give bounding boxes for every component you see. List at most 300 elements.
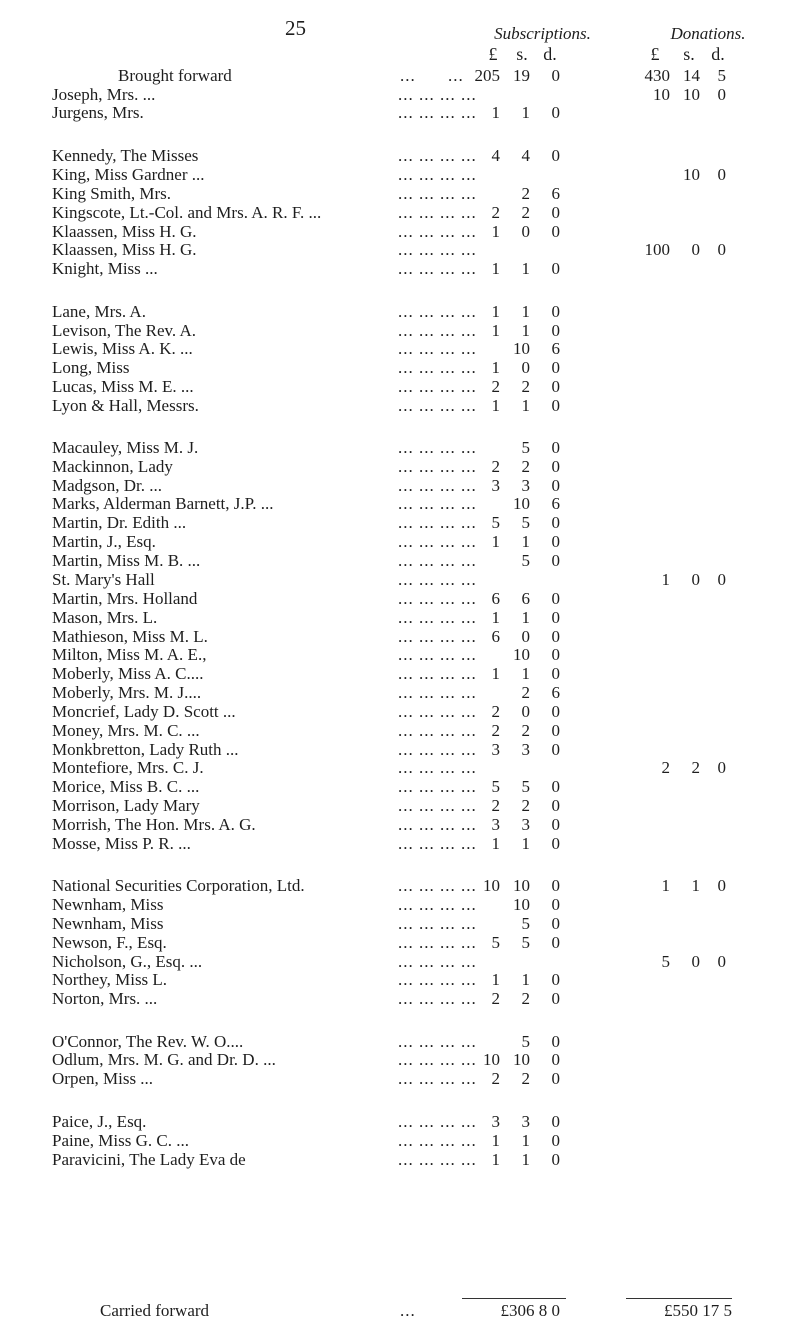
dot-leader: ... ... ... ... [398,146,477,165]
entry-row [0,645,800,665]
entry-name: Lucas, Miss M. E. ... [52,377,194,396]
entry-name: Martin, J., Esq. [52,532,156,551]
sub-pound-header: £ [488,44,498,64]
dot-leader: ... ... ... ... [398,494,477,513]
entry-row [0,1069,800,1089]
sub-pence: 0 [551,103,560,122]
sub-pounds: 3 [491,740,500,759]
entry-row [0,627,800,647]
sub-pence: 0 [551,645,560,664]
dot-leader: ... ... ... ... [398,608,477,627]
sub-shillings: 1 [521,103,530,122]
entry-row [0,103,800,123]
entry-row [0,895,800,915]
sub-shilling-header: s. [516,44,528,64]
dot-leader: ... ... ... ... [398,438,477,457]
dot-leader: ... ... ... ... [398,1032,477,1051]
entry-name: National Securities Corporation, Ltd. [52,876,305,895]
sub-shillings: 1 [521,1131,530,1150]
dot-leader: ... ... ... ... [398,321,477,340]
entry-name: Martin, Mrs. Holland [52,589,198,608]
entry-row [0,815,800,835]
entry-name: Joseph, Mrs. ... [52,85,156,104]
sub-pounds: 10 [483,876,500,895]
sub-pence: 0 [551,203,560,222]
sub-pence: 0 [551,777,560,796]
sub-shillings: 3 [521,815,530,834]
dot-leader: ... ... ... ... [398,203,477,222]
entry-name: Newnham, Miss [52,895,164,914]
sub-pence: 0 [551,589,560,608]
entry-row [0,165,800,185]
entry-name: Mathieson, Miss M. L. [52,627,208,646]
entry-row [0,796,800,816]
sub-pounds: 2 [491,796,500,815]
dot-leader: ... ... ... ... [398,165,477,184]
dot-leader: ... ... ... ... [398,758,477,777]
dot-leader: ... ... ... ... [398,740,477,759]
entry-row [0,240,800,260]
entry-row [0,1050,800,1070]
sub-pounds: 5 [491,777,500,796]
dot-leader: ... ... ... ... [398,476,477,495]
sub-pounds: 2 [491,721,500,740]
subscriptions-header: Subscriptions. [494,24,591,43]
dot-leader: ... ... ... ... [398,513,477,532]
sub-pence: 0 [551,815,560,834]
entry-row [0,702,800,722]
entry-name: Northey, Miss L. [52,970,168,989]
don-shillings: 10 [683,165,700,184]
entry-row [0,664,800,684]
sub-pence: 0 [551,664,560,683]
dot-leader: ... ... ... ... [398,702,477,721]
dot-leader: ... ... ... ... [398,777,477,796]
sub-pence: 0 [551,914,560,933]
sub-pence: 0 [551,438,560,457]
donations-total: £550 17 5 [664,1301,732,1320]
dot-leader: ... ... ... ... [398,645,477,664]
entry-name: Martin, Miss M. B. ... [52,551,201,570]
entry-row [0,683,800,703]
sub-pence: 0 [551,259,560,278]
sub-pence: 0 [551,970,560,989]
entry-name: Lyon & Hall, Messrs. [52,396,199,415]
dot-leader: ... ... ... ... [398,396,477,415]
entry-name: Mason, Mrs. L. [52,608,158,627]
sub-shillings: 5 [521,777,530,796]
entry-name: Morrison, Lady Mary [52,796,200,815]
dot-leader: ... ... ... ... [398,1069,477,1088]
entry-name: King, Miss Gardner ... [52,165,205,184]
dot-leader: ... ... ... ... [398,721,477,740]
entry-row [0,551,800,571]
sub-pence: 0 [551,222,560,241]
entry-row [0,1131,800,1151]
entry-name: Levison, The Rev. A. [52,321,197,340]
entry-name: Lane, Mrs. A. [52,302,146,321]
entry-row [0,85,800,105]
dot-leader: ... ... ... ... [398,970,477,989]
sub-pence: 0 [551,608,560,627]
sub-pounds: 1 [491,321,500,340]
sub-pence: 0 [551,146,560,165]
entry-name: Orpen, Miss ... [52,1069,154,1088]
entry-name: Knight, Miss ... [52,259,158,278]
entry-row [0,259,800,279]
sub-pounds: 1 [491,664,500,683]
dot-leader: ... ... ... ... [398,184,477,203]
entry-row [0,1112,800,1132]
entry-name: Kennedy, The Misses [52,146,199,165]
entry-name: King Smith, Mrs. [52,184,172,203]
dot-leader: ... ... ... ... [398,933,477,952]
sub-pence: 0 [551,1050,560,1069]
sub-shillings: 2 [521,683,530,702]
sub-pence: 0 [551,834,560,853]
sub-shillings: 10 [513,876,530,895]
sub-pounds: 2 [491,457,500,476]
dot-leader: ... ... ... ... [398,664,477,683]
sub-shillings: 0 [521,702,530,721]
entry-row [0,970,800,990]
entry-row [0,876,800,896]
sub-pounds: 1 [491,259,500,278]
sub-shillings: 1 [521,302,530,321]
donations-header: Donations. [670,24,746,43]
sub-pounds: 205 [474,66,500,85]
entry-name: O'Connor, The Rev. W. O.... [52,1032,244,1051]
sub-shillings: 0 [521,627,530,646]
dot-leader: ... ... ... ... [398,532,477,551]
sub-pence: 0 [551,721,560,740]
sub-pence: 0 [551,551,560,570]
don-pounds: 10 [653,85,670,104]
don-pence: 0 [717,876,726,895]
entry-name: St. Mary's Hall [52,570,155,589]
don-pounds: 2 [661,758,670,777]
dot-leader: ... ... ... ... [398,302,477,321]
sub-shillings: 2 [521,721,530,740]
dot-leader: ... ... ... ... [398,551,477,570]
don-shillings: 14 [683,66,700,85]
sub-pounds: 5 [491,513,500,532]
page-number: 25 [285,16,306,40]
sub-pounds: 1 [491,396,500,415]
entry-row [0,476,800,496]
entry-name: Jurgens, Mrs. [52,103,144,122]
sub-shillings: 1 [521,396,530,415]
sub-pounds: 1 [491,834,500,853]
don-pence: 0 [717,952,726,971]
entry-row [0,570,800,590]
sub-pounds: 1 [491,358,500,377]
carried-forward-row [0,1300,800,1322]
dot-leader: ... ... ... ... [398,85,477,104]
sub-shillings: 10 [513,494,530,513]
entry-row [0,914,800,934]
sub-pence: 0 [551,796,560,815]
sub-pence: 0 [551,702,560,721]
dot-leader: ... ... ... ... [398,240,477,259]
sub-shillings: 10 [513,339,530,358]
don-pence-header: d. [711,44,725,64]
dot-leader: ... ... ... ... [398,103,477,122]
brought-forward-label: Brought forward [118,66,232,85]
entry-name: Paravicini, The Lady Eva de [52,1150,246,1169]
don-shilling-header: s. [683,44,695,64]
dot-leader: ... ... ... ... [398,683,477,702]
entry-name: Long, Miss [52,358,130,377]
entry-name: Mackinnon, Lady [52,457,173,476]
sub-shillings: 2 [521,1069,530,1088]
dot-leader: ... ... ... ... [398,895,477,914]
entry-name: Monkbretton, Lady Ruth ... [52,740,239,759]
dot-leader: ... ... ... ... [398,815,477,834]
sub-pounds: 5 [491,933,500,952]
entry-row [0,358,800,378]
sub-pence: 0 [551,302,560,321]
entry-row [0,184,800,204]
dot-leader: ... [400,66,416,85]
sub-pence: 0 [551,876,560,895]
sub-pounds: 4 [491,146,500,165]
dot-leader: ... [448,66,464,85]
sub-pounds: 10 [483,1050,500,1069]
sub-shillings: 19 [513,66,530,85]
dot-leader: ... ... ... ... [398,377,477,396]
entry-row [0,532,800,552]
sub-pounds: 6 [491,589,500,608]
entry-row [0,457,800,477]
sub-pence: 6 [551,683,560,702]
entry-row [0,589,800,609]
don-shillings: 0 [691,240,700,259]
entry-row [0,1150,800,1170]
sub-pounds: 2 [491,702,500,721]
sub-shillings: 10 [513,645,530,664]
sub-shillings: 1 [521,834,530,853]
sub-pence: 0 [551,1131,560,1150]
entry-name: Moberly, Mrs. M. J.... [52,683,202,702]
sub-shillings: 10 [513,1050,530,1069]
sub-pence: 0 [551,377,560,396]
don-pounds: 1 [661,570,670,589]
dot-leader: ... ... ... ... [398,339,477,358]
don-pounds: 100 [644,240,670,259]
don-pound-header: £ [650,44,660,64]
don-pence: 5 [717,66,726,85]
sub-pounds: 3 [491,476,500,495]
entry-row [0,321,800,341]
entry-name: Martin, Dr. Edith ... [52,513,187,532]
sub-shillings: 4 [521,146,530,165]
dot-leader: ... ... ... ... [398,1150,477,1169]
entry-name: Paine, Miss G. C. ... [52,1131,189,1150]
entry-name: Newson, F., Esq. [52,933,167,952]
entry-row [0,989,800,1009]
entry-name: Kingscote, Lt.-Col. and Mrs. A. R. F. ... [52,203,322,222]
dot-leader: ... ... ... ... [398,1112,477,1131]
don-pence: 0 [717,85,726,104]
entry-row [0,740,800,760]
entry-name: Montefiore, Mrs. C. J. [52,758,204,777]
sub-pounds: 1 [491,1150,500,1169]
entry-name: Mosse, Miss P. R. ... [52,834,191,853]
entry-name: Morice, Miss B. C. ... [52,777,200,796]
entry-name: Moncrief, Lady D. Scott ... [52,702,236,721]
sub-pence: 0 [551,989,560,1008]
don-pounds: 5 [661,952,670,971]
sub-pounds: 2 [491,1069,500,1088]
sub-shillings: 5 [521,513,530,532]
sub-shillings: 0 [521,222,530,241]
entry-row [0,758,800,778]
dot-leader: ... ... ... ... [398,589,477,608]
entry-name: Money, Mrs. M. C. ... [52,721,200,740]
entry-name: Milton, Miss M. A. E., [52,645,207,664]
sub-shillings: 2 [521,203,530,222]
sub-pounds: 2 [491,377,500,396]
don-shillings: 0 [691,952,700,971]
entry-name: Newnham, Miss [52,914,164,933]
sub-pence: 0 [551,627,560,646]
sub-pence: 0 [551,532,560,551]
sub-shillings: 2 [521,989,530,1008]
entry-row [0,834,800,854]
don-shillings: 0 [691,570,700,589]
sub-shillings: 6 [521,589,530,608]
entry-row [0,494,800,514]
entry-row [0,222,800,242]
sub-pounds: 3 [491,1112,500,1131]
sub-shillings: 1 [521,259,530,278]
entry-name: Nicholson, G., Esq. ... [52,952,203,971]
sub-shillings: 1 [521,970,530,989]
sub-shillings: 10 [513,895,530,914]
entry-row [0,721,800,741]
don-shillings: 2 [691,758,700,777]
entry-name: Marks, Alderman Barnett, J.P. ... [52,494,274,513]
dot-leader: ... ... ... ... [398,1131,477,1150]
entry-row [0,438,800,458]
sub-shillings: 0 [521,358,530,377]
donations-total-rule [626,1298,732,1299]
entry-name: Klaassen, Miss H. G. [52,222,197,241]
sub-pence: 0 [551,1032,560,1051]
sub-shillings: 2 [521,796,530,815]
dot-leader: ... [400,1301,416,1320]
sub-shillings: 5 [521,438,530,457]
sub-shillings: 1 [521,1150,530,1169]
entry-name: Moberly, Miss A. C.... [52,664,204,683]
don-pence: 0 [717,570,726,589]
sub-shillings: 1 [521,532,530,551]
don-pence: 0 [717,758,726,777]
sub-pounds: 1 [491,222,500,241]
dot-leader: ... ... ... ... [398,259,477,278]
sub-shillings: 1 [521,608,530,627]
sub-pence: 0 [551,321,560,340]
sub-shillings: 2 [521,184,530,203]
sub-pence: 0 [551,1069,560,1088]
sub-shillings: 3 [521,740,530,759]
dot-leader: ... ... ... ... [398,876,477,895]
sub-pounds: 6 [491,627,500,646]
sub-shillings: 5 [521,1032,530,1051]
entry-row [0,513,800,533]
sub-pence: 6 [551,339,560,358]
entry-row [0,146,800,166]
don-pounds: 430 [644,66,670,85]
sub-pence: 0 [551,1150,560,1169]
sub-shillings: 1 [521,321,530,340]
sub-pounds: 1 [491,1131,500,1150]
entry-row [0,377,800,397]
don-pounds: 1 [661,876,670,895]
entry-row [0,608,800,628]
dot-leader: ... ... ... ... [398,358,477,377]
dot-leader: ... ... ... ... [398,914,477,933]
sub-pence: 0 [551,396,560,415]
dot-leader: ... ... ... ... [398,834,477,853]
sub-pounds: 2 [491,989,500,1008]
sub-pounds: 1 [491,302,500,321]
sub-shillings: 3 [521,1112,530,1131]
sub-pounds: 1 [491,103,500,122]
entry-row [0,777,800,797]
don-pence: 0 [717,240,726,259]
subscriptions-total: £306 8 0 [500,1301,560,1320]
sub-shillings: 3 [521,476,530,495]
carried-forward-label: Carried forward [100,1301,210,1320]
sub-pence: 0 [551,476,560,495]
sub-pounds: 1 [491,532,500,551]
entry-row [0,203,800,223]
sub-pence: 0 [551,513,560,532]
entry-name: Lewis, Miss A. K. ... [52,339,193,358]
sub-shillings: 5 [521,933,530,952]
dot-leader: ... ... ... ... [398,627,477,646]
sub-pence: 6 [551,494,560,513]
sub-pence: 0 [551,457,560,476]
entry-name: Klaassen, Miss H. G. [52,240,197,259]
sub-shillings: 5 [521,551,530,570]
entry-row [0,952,800,972]
sub-pence: 6 [551,184,560,203]
entry-row [0,396,800,416]
sub-pounds: 2 [491,203,500,222]
sub-shillings: 2 [521,377,530,396]
sub-shillings: 5 [521,914,530,933]
don-pence: 0 [717,165,726,184]
entry-name: Norton, Mrs. ... [52,989,158,1008]
subscriptions-total-rule [462,1298,566,1299]
sub-pence: 0 [551,933,560,952]
sub-pence: 0 [551,1112,560,1131]
entry-name: Morrish, The Hon. Mrs. A. G. [52,815,256,834]
sub-pence-header: d. [543,44,557,64]
dot-leader: ... ... ... ... [398,796,477,815]
entry-row [0,302,800,322]
sub-shillings: 1 [521,664,530,683]
sub-shillings: 2 [521,457,530,476]
dot-leader: ... ... ... ... [398,989,477,1008]
entry-row [0,1032,800,1052]
sub-pence: 0 [551,895,560,914]
entry-row [0,933,800,953]
dot-leader: ... ... ... ... [398,1050,477,1069]
